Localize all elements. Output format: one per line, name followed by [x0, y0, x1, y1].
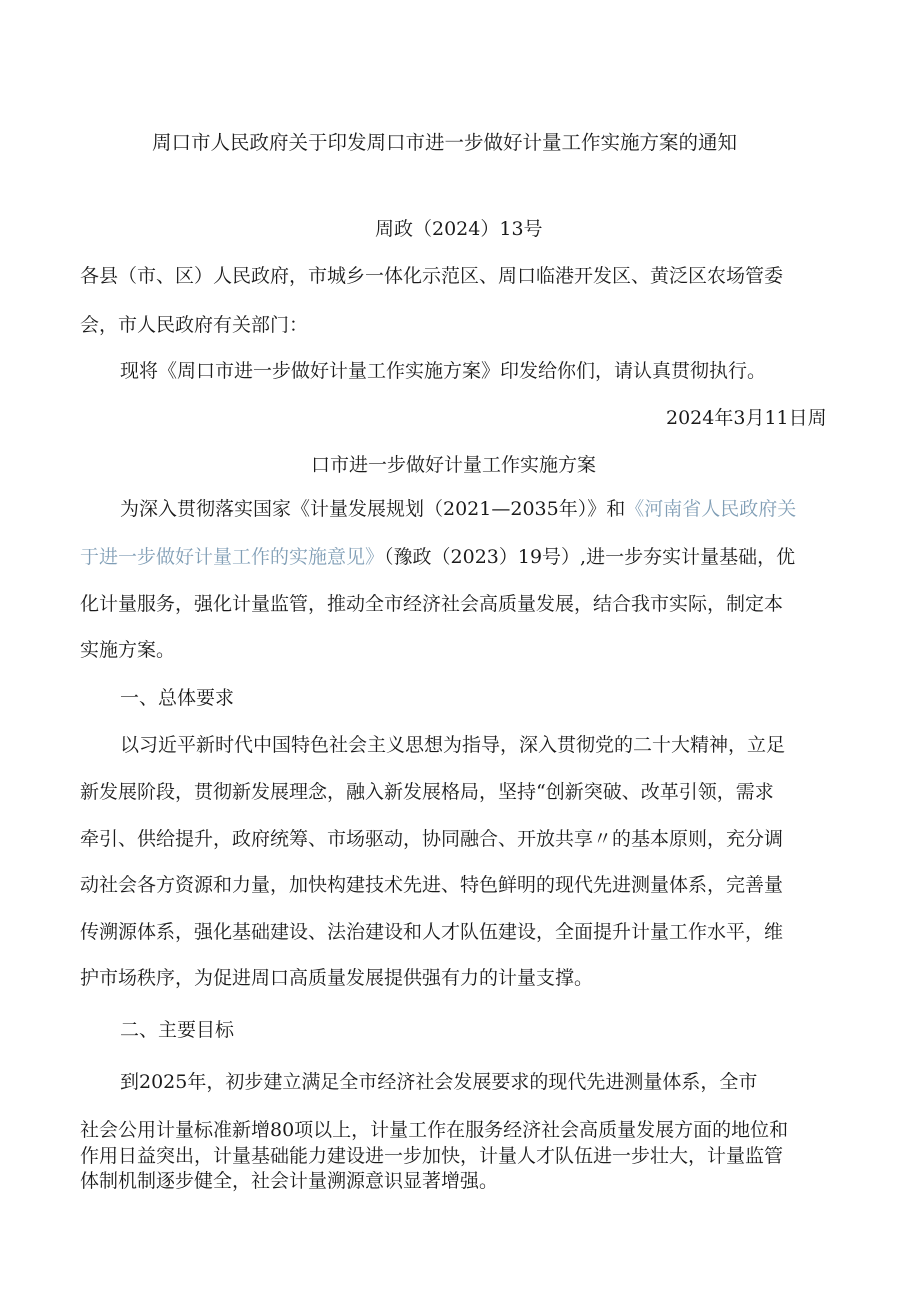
section1-line: 护市场秩序，为促进周口高质量发展提供强有力的计量支撑。 — [80, 967, 594, 989]
section2-line: 社会公用计量标准新增80项以上，计量工作在服务经济社会高质量发展方面的地位和 — [80, 1119, 789, 1141]
section2-line: 到2025年，初步建立满足全市经济社会发展要求的现代先进测量体系，全市 — [120, 1071, 758, 1093]
intro-line-2 — [80, 545, 795, 569]
intro-line-1 — [120, 497, 796, 521]
section-heading: 二、主要目标 — [120, 1019, 235, 1041]
intro-line-3: 化计量服务，强化计量监管，推动全市经济社会高质量发展，结合我市实际，制定本 — [80, 593, 784, 615]
issue-date: 2024年3月11日周 — [666, 407, 827, 429]
henan-opinion-link-cont[interactable]: 于进一步做好计量工作的实施意见》 — [80, 546, 385, 568]
section1-line: 牵引、供给提升，政府统筹、市场驱动，协同融合、开放共享〃的基本原则，充分调 — [80, 828, 784, 850]
section2-line: 作用日益突出，计量基础能力建设进一步加快，计量人才队伍进一步壮大，计量监管 — [80, 1145, 784, 1167]
intro-text: （豫政（2023）19号）,进一步夯实计量基础，优 — [384, 546, 796, 568]
section1-line: 动社会各方资源和力量，加快构建技术先进、特色鲜明的现代先进测量体系，完善量 — [80, 874, 784, 896]
henan-opinion-link[interactable]: 《河南省人民政府关 — [625, 498, 797, 520]
section1-line: 以习近平新时代中国特色社会主义思想为指导，深入贯彻党的二十大精神，立足 — [120, 734, 786, 756]
document-title: 周口市人民政府关于印发周口市进一步做好计量工作实施方案的通知 — [152, 131, 738, 154]
recipients-line-2: 会，市人民政府有关部门： — [80, 314, 309, 336]
section1-line: 传溯源体系，强化基础建设、法治建设和人才队伍建设，全面提升计量工作水平，维 — [80, 921, 784, 943]
section-heading: 一、总体要求 — [120, 687, 235, 709]
document-number: 周政（2024）13号 — [375, 218, 543, 240]
plan-title: 口市进一步做好计量工作实施方案 — [311, 454, 597, 476]
recipients-line-1: 各县（市、区）人民政府，市城乡一体化示范区、周口临港开发区、黄泛区农场管委 — [80, 265, 784, 287]
notice-body: 现将《周口市进一步做好计量工作实施方案》印发给你们，请认真贯彻执行。 — [120, 360, 767, 382]
section1-line: 新发展阶段，贯彻新发展理念，融入新发展格局，坚持“创新突破、改革引领，需求 — [80, 781, 774, 803]
intro-line-4: 实施方案。 — [80, 639, 176, 661]
section2-line: 体制机制逐步健全，社会计量溯源意识显著增强。 — [80, 1170, 499, 1192]
intro-text: 为深入贯彻落实国家《计量发展规划（2021—2035年）》和 — [120, 498, 626, 520]
